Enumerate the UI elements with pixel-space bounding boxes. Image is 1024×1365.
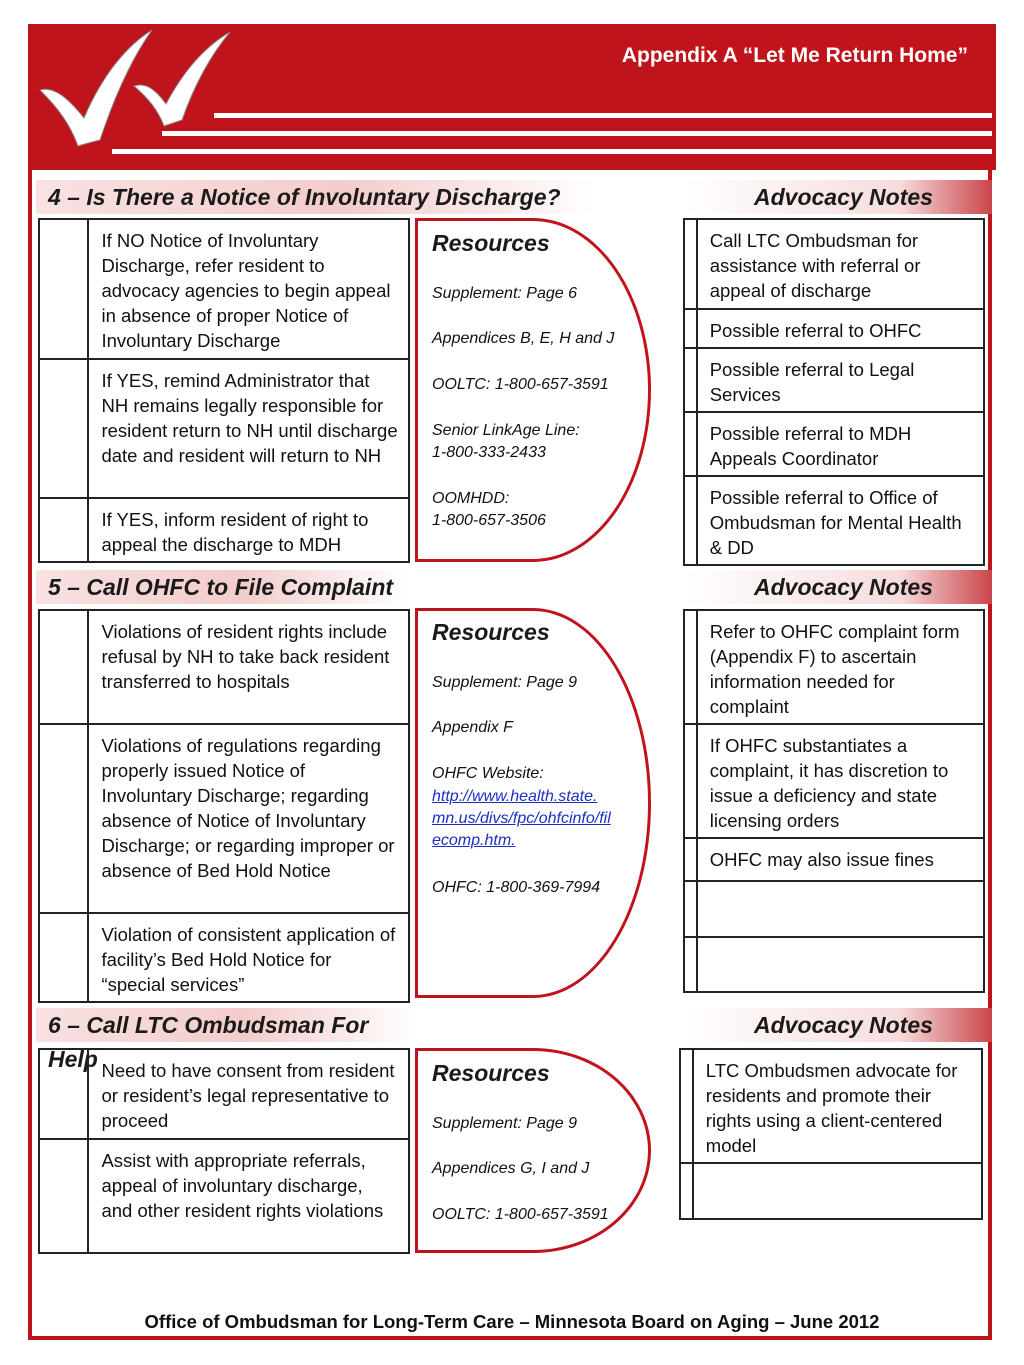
table-row (39, 610, 409, 724)
checkbox-cell[interactable] (684, 838, 697, 881)
resource-line: OHFC Website: (432, 765, 544, 782)
checklist-item: If YES, inform resident of right to appeal the discharge to MDH (88, 498, 409, 562)
section-5-checklist (38, 609, 410, 1003)
page-title: Appendix A “Let Me Return Home” (621, 44, 968, 67)
table-row (680, 1049, 982, 1163)
note-item (697, 881, 984, 937)
section-5-notes (683, 609, 985, 993)
note-item: If OHFC substantiates a complaint, it has discretion to issue a deficiency and state licensing orders (697, 724, 984, 838)
resource-line: Supplement: Page 9 (432, 1115, 577, 1132)
checkbox-cell[interactable] (684, 412, 697, 476)
checklist-item: Violations of regulations regarding properly issued Notice of Involuntary Discharge; regarding absence of Notice of Involuntary Discharge; or regarding improper or absence of Bed Hold Notice (88, 724, 409, 913)
ohfc-website-link[interactable] (432, 786, 647, 852)
table-row (684, 937, 984, 992)
resource-line: 1-800-657-3506 (432, 512, 546, 529)
checkbox-cell[interactable] (39, 1049, 88, 1139)
resource-line: Appendices G, I and J (432, 1160, 590, 1177)
link-line[interactable]: ecomp.htm. (432, 832, 516, 849)
resource-line: Supplement: Page 6 (432, 285, 577, 302)
table-row (39, 1139, 409, 1253)
checkbox-cell[interactable] (684, 881, 697, 937)
section-4-heading: 4 – Is There a Notice of Involuntary Discharge? (36, 180, 596, 214)
link-line[interactable]: mn.us/divs/fpc/ohfcinfo/fil (432, 810, 611, 827)
banner-stripe (214, 113, 992, 118)
resource-line: Senior LinkAge Line: (432, 422, 580, 439)
table-row (684, 309, 984, 348)
table-row (684, 219, 984, 309)
checkbox-cell[interactable] (684, 937, 697, 992)
checklist-item: If YES, remind Administrator that NH remains legally responsible for resident return to NH until discharge date and resident will return to NH (88, 359, 409, 498)
footer-text: Office of Ombudsman for Long-Term Care – Minnesota Board on Aging – June 2012 (144, 1311, 880, 1332)
checkbox-cell[interactable] (39, 610, 88, 724)
checkbox-cell[interactable] (39, 724, 88, 913)
table-row (680, 1163, 982, 1219)
table-row (39, 359, 409, 498)
section-4-notes (683, 218, 985, 566)
checkbox-cell[interactable] (684, 610, 697, 724)
table-row (39, 498, 409, 562)
resource-line: Appendices B, E, H and J (432, 330, 615, 347)
table-row (39, 1049, 409, 1139)
table-row (684, 881, 984, 937)
table-row (684, 838, 984, 881)
checkbox-cell[interactable] (684, 309, 697, 348)
note-item: Possible referral to MDH Appeals Coordinator (697, 412, 984, 476)
resource-line: OOLTC: 1-800-657-3591 (432, 376, 609, 393)
section-4-checklist (38, 218, 410, 563)
resource-line: Appendix F (432, 719, 513, 736)
checkmark-logo (34, 28, 244, 148)
table-row (39, 219, 409, 359)
banner-stripe (112, 149, 992, 154)
table-row (684, 412, 984, 476)
resource-line: 1-800-333-2433 (432, 444, 546, 461)
note-item (697, 937, 984, 992)
resource-line: OOMHDD: (432, 490, 510, 507)
checkbox-cell[interactable] (680, 1049, 693, 1163)
checkbox-cell[interactable] (39, 359, 88, 498)
resources-title: Resources (432, 1060, 550, 1086)
section-6-notes (679, 1048, 983, 1220)
checkbox-cell[interactable] (684, 219, 697, 309)
checkbox-cell[interactable] (39, 498, 88, 562)
checklist-item: Violation of consistent application of facility’s Bed Hold Notice for “special services” (88, 913, 409, 1002)
note-item: LTC Ombudsmen advocate for residents and promote their rights using a client-centered model (693, 1049, 982, 1163)
checklist-item: Need to have consent from resident or resident’s legal representative to proceed (88, 1049, 409, 1139)
resource-line: OHFC: 1-800-369-7994 (432, 879, 601, 896)
resource-line: Supplement: Page 9 (432, 674, 577, 691)
checkbox-cell[interactable] (684, 724, 697, 838)
note-item: Possible referral to Legal Services (697, 348, 984, 412)
table-row (39, 724, 409, 913)
checklist-item: Violations of resident rights include refusal by NH to take back resident transferred to hospitals (88, 610, 409, 724)
section-5-notes-heading: Advocacy Notes (684, 570, 992, 604)
section-6-checklist (38, 1048, 410, 1254)
checkbox-cell[interactable] (39, 1139, 88, 1253)
table-row (39, 913, 409, 1002)
note-item: OHFC may also issue fines (697, 838, 984, 881)
section-5-heading: 5 – Call OHFC to File Complaint (36, 570, 408, 604)
note-item: Possible referral to Office of Ombudsman for Mental Health & DD (697, 476, 984, 565)
note-item (693, 1163, 982, 1219)
checkbox-cell[interactable] (39, 913, 88, 1002)
resource-line: OOLTC: 1-800-657-3591 (432, 1206, 609, 1223)
resources-title: Resources (432, 619, 550, 645)
checkbox-cell[interactable] (39, 219, 88, 359)
checkbox-cell[interactable] (680, 1163, 693, 1219)
note-item: Possible referral to OHFC (697, 309, 984, 348)
checklist-item: If NO Notice of Involuntary Discharge, refer resident to advocacy agencies to begin appeal in absence of proper Notice of Involuntary Discharge (88, 219, 409, 359)
checkbox-cell[interactable] (684, 348, 697, 412)
table-row (684, 476, 984, 565)
section-6-heading: 6 – Call LTC Ombudsman For Help (36, 1008, 416, 1042)
link-line[interactable]: http://www.health.state. (432, 788, 598, 805)
note-item: Call LTC Ombudsman for assistance with referral or appeal of discharge (697, 219, 984, 309)
table-row (684, 610, 984, 724)
checklist-item: Assist with appropriate referrals, appeal of involuntary discharge, and other resident rights violations (88, 1139, 409, 1253)
resources-title: Resources (432, 230, 550, 256)
banner-stripe (162, 131, 992, 136)
checkbox-cell[interactable] (684, 476, 697, 565)
table-row (684, 724, 984, 838)
section-6-notes-heading: Advocacy Notes (684, 1008, 992, 1042)
section-4-notes-heading: Advocacy Notes (684, 180, 992, 214)
note-item: Refer to OHFC complaint form (Appendix F) to ascertain information needed for complaint (697, 610, 984, 724)
table-row (684, 348, 984, 412)
